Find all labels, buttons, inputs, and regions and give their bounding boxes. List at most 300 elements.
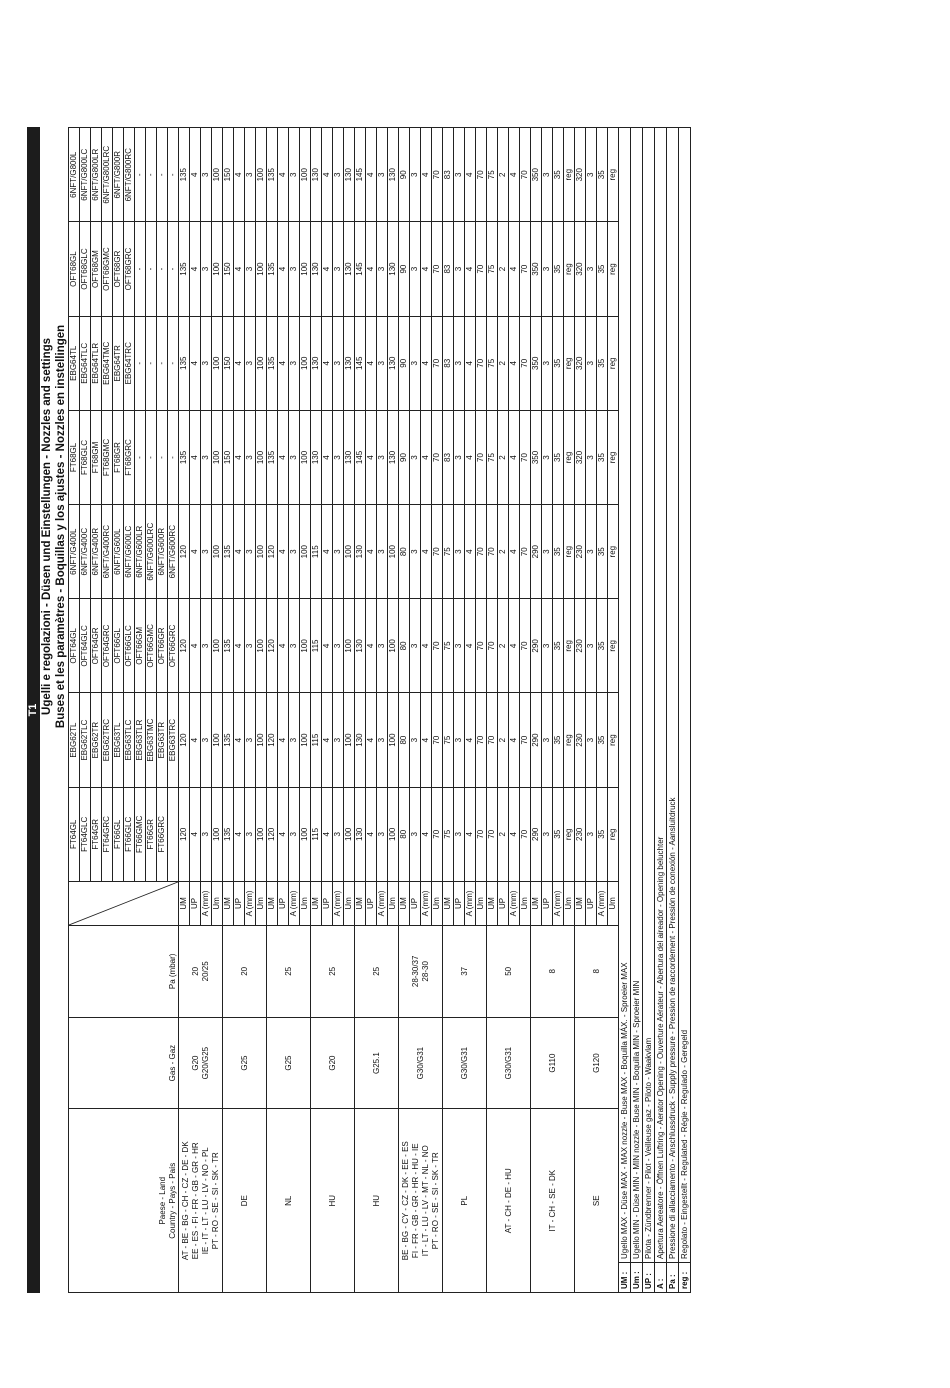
- value-cell: 350: [531, 410, 542, 504]
- model-cell: OFT66GM: [135, 599, 146, 693]
- value-cell: 75: [487, 316, 498, 410]
- value-cell: 135: [179, 222, 190, 316]
- value-cell: 2: [498, 128, 509, 222]
- value-cell: 2: [498, 599, 509, 693]
- value-cell: 35: [597, 222, 608, 316]
- value-cell: 4: [190, 316, 201, 410]
- model-cell: EBG64TLC: [80, 316, 91, 410]
- model-cell: OFT66GR: [157, 599, 168, 693]
- model-cell: 6NFT/G800LR: [91, 128, 102, 222]
- value-cell: 150: [223, 128, 234, 222]
- legend-text: Ugello MIN - Düse MIN - MIN nozzle - Buse MIN - Boquilla MIN - Sproeier MIN: [632, 980, 641, 1259]
- value-cell: 4: [509, 505, 520, 599]
- value-cell: 130: [311, 222, 322, 316]
- parameter-cell: UP: [190, 881, 201, 925]
- gas-cell: G25.1: [355, 1017, 399, 1109]
- value-cell: 100: [300, 222, 311, 316]
- value-cell: 3: [410, 316, 421, 410]
- value-cell: 4: [465, 316, 476, 410]
- value-cell: 100: [388, 787, 399, 881]
- value-cell: 4: [190, 505, 201, 599]
- value-cell: 4: [234, 222, 245, 316]
- parameter-cell: A (mm): [245, 881, 256, 925]
- model-cell: FT68GL: [69, 410, 80, 504]
- value-cell: 135: [267, 316, 278, 410]
- value-cell: 350: [531, 128, 542, 222]
- pressure-cell: 25: [355, 925, 399, 1017]
- value-cell: 4: [366, 599, 377, 693]
- value-cell: reg: [608, 410, 619, 504]
- model-cell: OFT66GRC: [168, 599, 179, 693]
- value-cell: 70: [476, 505, 487, 599]
- gas-cell: G20: [311, 1017, 355, 1109]
- value-cell: 80: [399, 599, 410, 693]
- rotated-document-sheet: [27, 127, 807, 1293]
- value-cell: reg: [564, 787, 575, 881]
- parameter-cell: UM: [531, 881, 542, 925]
- pressure-cell: 50: [487, 925, 531, 1017]
- value-cell: 3: [201, 316, 212, 410]
- model-cell: EBG63TR: [157, 693, 168, 787]
- value-cell: reg: [564, 316, 575, 410]
- value-cell: 35: [553, 599, 564, 693]
- value-cell: 70: [476, 128, 487, 222]
- value-cell: 100: [212, 693, 223, 787]
- country-cell: HU: [311, 1109, 355, 1293]
- model-cell: OFT68GR: [113, 222, 124, 316]
- value-cell: reg: [564, 599, 575, 693]
- value-cell: 4: [421, 693, 432, 787]
- value-cell: 3: [201, 693, 212, 787]
- value-cell: 3: [410, 599, 421, 693]
- value-cell: 3: [454, 693, 465, 787]
- value-cell: 130: [388, 410, 399, 504]
- model-cell-empty: [168, 787, 179, 881]
- model-cell: OFT64GLC: [80, 599, 91, 693]
- model-cell: 6NFT/G600LRC: [146, 505, 157, 599]
- value-cell: 35: [553, 128, 564, 222]
- model-cell: -: [157, 222, 168, 316]
- value-cell: 70: [432, 222, 443, 316]
- value-cell: 3: [333, 505, 344, 599]
- value-cell: 4: [509, 316, 520, 410]
- value-cell: 100: [212, 505, 223, 599]
- value-cell: 3: [245, 787, 256, 881]
- value-cell: 3: [245, 599, 256, 693]
- value-cell: 4: [421, 222, 432, 316]
- country-cell: NL: [267, 1109, 311, 1293]
- parameter-cell: Um: [564, 881, 575, 925]
- value-cell: 75: [443, 693, 454, 787]
- value-cell: 145: [355, 316, 366, 410]
- legend-row: [631, 128, 643, 1292]
- value-cell: 4: [366, 316, 377, 410]
- value-cell: 3: [377, 599, 388, 693]
- value-cell: 100: [388, 505, 399, 599]
- table-id-bar: T1: [27, 127, 40, 1293]
- value-cell: 4: [366, 128, 377, 222]
- model-cell: FT66GLC: [124, 787, 135, 881]
- value-cell: 4: [465, 505, 476, 599]
- value-cell: 4: [366, 693, 377, 787]
- value-cell: 3: [542, 316, 553, 410]
- country-cell: BE - BG - CY - CZ - DK - EE - ES FI - FR - GB - GR - HR - HU - IE IT - LT - LU - LV - MT - NL - NO PT - RO - SE - SI - SK - TR: [399, 1109, 443, 1293]
- value-cell: 3: [289, 693, 300, 787]
- gas-cell: G30/G31: [443, 1017, 487, 1109]
- value-cell: 3: [245, 505, 256, 599]
- model-cell: OFT68GM: [91, 222, 102, 316]
- value-cell: 4: [278, 693, 289, 787]
- value-cell: 4: [234, 128, 245, 222]
- header-country: Paese - Land Country - Pays - País: [69, 1109, 179, 1293]
- country-cell: SE: [575, 1109, 619, 1293]
- value-cell: 4: [366, 787, 377, 881]
- value-cell: 3: [289, 222, 300, 316]
- value-cell: 75: [443, 599, 454, 693]
- value-cell: 70: [520, 693, 531, 787]
- value-cell: 120: [267, 787, 278, 881]
- value-cell: 4: [278, 410, 289, 504]
- value-cell: 115: [311, 787, 322, 881]
- pressure-cell: 20: [223, 925, 267, 1017]
- title-line-2: Buses et les paramètres - Boquillas y los ajustes - Nozzles en instellingen: [55, 324, 67, 729]
- parameter-cell: UP: [234, 881, 245, 925]
- model-cell: EBG63TLC: [124, 693, 135, 787]
- value-cell: 3: [454, 787, 465, 881]
- value-cell: 4: [322, 222, 333, 316]
- value-cell: 120: [179, 599, 190, 693]
- value-cell: 70: [476, 316, 487, 410]
- parameter-cell: UM: [443, 881, 454, 925]
- value-cell: 3: [454, 222, 465, 316]
- value-cell: 100: [344, 505, 355, 599]
- value-cell: 35: [553, 693, 564, 787]
- pressure-cell: 37: [443, 925, 487, 1017]
- parameter-cell: UM: [179, 881, 190, 925]
- value-cell: 145: [355, 222, 366, 316]
- value-cell: 130: [355, 599, 366, 693]
- value-cell: 4: [509, 410, 520, 504]
- value-cell: 120: [267, 693, 278, 787]
- value-cell: 70: [432, 410, 443, 504]
- model-cell: 6NFT/G400L: [69, 505, 80, 599]
- parameter-cell: UP: [542, 881, 553, 925]
- value-cell: 100: [344, 693, 355, 787]
- value-cell: 4: [190, 222, 201, 316]
- value-cell: 4: [278, 316, 289, 410]
- model-cell: EBG62TL: [69, 693, 80, 787]
- value-cell: 3: [454, 316, 465, 410]
- value-cell: 70: [487, 599, 498, 693]
- gas-cell: G25: [223, 1017, 267, 1109]
- value-cell: reg: [608, 505, 619, 599]
- parameter-cell: A (mm): [597, 881, 608, 925]
- parameter-cell: UM: [399, 881, 410, 925]
- value-cell: 130: [311, 128, 322, 222]
- value-cell: 350: [531, 222, 542, 316]
- value-cell: 4: [190, 128, 201, 222]
- value-cell: 135: [179, 128, 190, 222]
- model-cell: 6NFT/G400R: [91, 505, 102, 599]
- value-cell: reg: [608, 787, 619, 881]
- value-cell: 3: [201, 505, 212, 599]
- value-cell: 70: [476, 410, 487, 504]
- value-cell: 100: [300, 410, 311, 504]
- value-cell: 4: [322, 410, 333, 504]
- model-cell: 6NFT/G600L: [113, 505, 124, 599]
- value-cell: 230: [575, 693, 586, 787]
- value-cell: 135: [179, 410, 190, 504]
- value-cell: 70: [432, 505, 443, 599]
- value-cell: 70: [520, 316, 531, 410]
- value-cell: 3: [542, 410, 553, 504]
- value-cell: 4: [190, 410, 201, 504]
- value-cell: 70: [520, 410, 531, 504]
- value-cell: 3: [377, 316, 388, 410]
- parameter-cell: UM: [223, 881, 234, 925]
- value-cell: 100: [300, 787, 311, 881]
- value-cell: 4: [509, 128, 520, 222]
- model-cell: OFT66GL: [113, 599, 124, 693]
- model-cell: OFT64GL: [69, 599, 80, 693]
- model-cell: 6NFT/G600R: [157, 505, 168, 599]
- legend-key: Pa :: [667, 1262, 678, 1292]
- value-cell: 3: [201, 128, 212, 222]
- value-cell: 4: [322, 693, 333, 787]
- value-cell: 3: [586, 410, 597, 504]
- diagonal-line: [69, 882, 178, 925]
- value-cell: 100: [212, 128, 223, 222]
- parameter-cell: A (mm): [421, 881, 432, 925]
- model-cell: FT66GR: [146, 787, 157, 881]
- value-cell: 4: [509, 222, 520, 316]
- value-cell: 35: [553, 787, 564, 881]
- model-cell: -: [146, 410, 157, 504]
- value-cell: 4: [465, 222, 476, 316]
- parameter-cell: UM: [267, 881, 278, 925]
- model-cell: EBG62TRC: [102, 693, 113, 787]
- value-cell: 135: [267, 222, 278, 316]
- value-cell: 70: [487, 505, 498, 599]
- value-cell: 100: [256, 505, 267, 599]
- value-cell: 100: [300, 599, 311, 693]
- value-cell: reg: [608, 222, 619, 316]
- value-cell: 3: [586, 599, 597, 693]
- country-cell: IT - CH - SE - DK: [531, 1109, 575, 1293]
- title-spacer: [40, 925, 69, 1292]
- value-cell: 4: [234, 505, 245, 599]
- value-cell: 80: [399, 505, 410, 599]
- value-cell: 115: [311, 505, 322, 599]
- pressure-cell: 25: [267, 925, 311, 1017]
- value-cell: 35: [597, 599, 608, 693]
- value-cell: 4: [421, 787, 432, 881]
- model-cell: -: [135, 222, 146, 316]
- parameter-cell: Um: [432, 881, 443, 925]
- value-cell: 70: [476, 693, 487, 787]
- value-cell: 3: [542, 505, 553, 599]
- value-cell: 35: [597, 316, 608, 410]
- value-cell: 3: [289, 410, 300, 504]
- parameter-cell: Um: [520, 881, 531, 925]
- model-cell: OFT68GL: [69, 222, 80, 316]
- value-cell: 35: [597, 693, 608, 787]
- value-cell: 4: [278, 128, 289, 222]
- value-cell: 320: [575, 410, 586, 504]
- value-cell: 90: [399, 316, 410, 410]
- model-cell: FT68GM: [91, 410, 102, 504]
- value-cell: 3: [245, 693, 256, 787]
- value-cell: 75: [443, 505, 454, 599]
- value-cell: 3: [333, 787, 344, 881]
- parameter-cell: UP: [278, 881, 289, 925]
- value-cell: 100: [388, 693, 399, 787]
- value-cell: 135: [267, 128, 278, 222]
- parameter-cell: UP: [322, 881, 333, 925]
- pressure-cell: 25: [311, 925, 355, 1017]
- pressure-cell: 20 20/25: [179, 925, 223, 1017]
- value-cell: 35: [597, 410, 608, 504]
- value-cell: 3: [289, 316, 300, 410]
- model-cell: EBG63TMC: [146, 693, 157, 787]
- value-cell: 4: [234, 693, 245, 787]
- value-cell: 90: [399, 222, 410, 316]
- value-cell: 3: [377, 128, 388, 222]
- header-pressure: Pa (mbar): [69, 925, 179, 1017]
- model-cell: 6NFT/G800L: [69, 128, 80, 222]
- value-cell: 2: [498, 505, 509, 599]
- pressure-cell: 28-30/37 28-30: [399, 925, 443, 1017]
- value-cell: 4: [234, 787, 245, 881]
- value-cell: 3: [333, 599, 344, 693]
- value-cell: 150: [223, 222, 234, 316]
- value-cell: 120: [179, 693, 190, 787]
- value-cell: 70: [432, 316, 443, 410]
- model-cell: EBG64TL: [69, 316, 80, 410]
- model-cell: EBG63TRC: [168, 693, 179, 787]
- value-cell: 75: [443, 787, 454, 881]
- legend-text: Ugello MAX - Düse MAX - MAX nozzle - Buse MAX - Boquilla MÁX. - Sproeier MAX: [620, 962, 629, 1259]
- model-cell: 6NFT/G600LR: [135, 505, 146, 599]
- value-cell: 120: [179, 505, 190, 599]
- value-cell: 4: [366, 410, 377, 504]
- model-cell: -: [168, 222, 179, 316]
- parameter-cell: UP: [454, 881, 465, 925]
- value-cell: 70: [520, 599, 531, 693]
- model-cell: -: [146, 222, 157, 316]
- value-cell: 3: [410, 222, 421, 316]
- model-cell: FT64GL: [69, 787, 80, 881]
- value-cell: 35: [553, 222, 564, 316]
- parameter-cell: Um: [608, 881, 619, 925]
- value-cell: 35: [597, 787, 608, 881]
- value-cell: 3: [454, 128, 465, 222]
- value-cell: 4: [322, 128, 333, 222]
- value-cell: 230: [575, 787, 586, 881]
- model-cell: 6NFT/G600RC: [168, 505, 179, 599]
- value-cell: 135: [223, 599, 234, 693]
- value-cell: 70: [432, 693, 443, 787]
- model-cell: FT68GR: [113, 410, 124, 504]
- value-cell: reg: [564, 505, 575, 599]
- value-cell: 4: [234, 599, 245, 693]
- parameter-cell: Um: [212, 881, 223, 925]
- value-cell: 2: [498, 316, 509, 410]
- legend: [619, 127, 691, 1293]
- value-cell: 130: [388, 316, 399, 410]
- nozzle-settings-table: [40, 127, 619, 1293]
- value-cell: 4: [509, 693, 520, 787]
- model-cell: OFT68GLC: [80, 222, 91, 316]
- value-cell: 290: [531, 787, 542, 881]
- value-cell: 3: [542, 599, 553, 693]
- value-cell: 100: [256, 787, 267, 881]
- value-cell: 80: [399, 693, 410, 787]
- model-cell: EBG62TLC: [80, 693, 91, 787]
- value-cell: 4: [465, 787, 476, 881]
- value-cell: 83: [443, 316, 454, 410]
- gas-cell: G120: [575, 1017, 619, 1109]
- legend-text: Apertura Aereatore - Öffnen Luftring - Aerator Opening - Ouverture Aérateur - Abertura del aireador - Opening beluchter: [656, 836, 665, 1259]
- model-cell: FT64GLC: [80, 787, 91, 881]
- value-cell: 3: [289, 599, 300, 693]
- value-cell: 70: [520, 787, 531, 881]
- parameter-cell: A (mm): [509, 881, 520, 925]
- model-cell: FT68GRC: [124, 410, 135, 504]
- value-cell: 3: [454, 599, 465, 693]
- value-cell: 3: [410, 128, 421, 222]
- value-cell: 130: [344, 410, 355, 504]
- value-cell: 4: [366, 222, 377, 316]
- parameter-cell: Um: [476, 881, 487, 925]
- parameter-cell: UM: [311, 881, 322, 925]
- model-cell: FT68GLC: [80, 410, 91, 504]
- value-cell: 130: [311, 316, 322, 410]
- header-diagonal: [69, 881, 179, 925]
- parameter-cell: UP: [586, 881, 597, 925]
- value-cell: 100: [300, 316, 311, 410]
- model-cell: -: [157, 316, 168, 410]
- value-cell: 100: [300, 505, 311, 599]
- value-cell: reg: [564, 410, 575, 504]
- value-cell: 3: [201, 410, 212, 504]
- value-cell: 130: [344, 128, 355, 222]
- value-cell: 3: [333, 316, 344, 410]
- parameter-cell: UM: [355, 881, 366, 925]
- legend-key: UM :: [619, 1262, 630, 1292]
- parameter-cell: UM: [575, 881, 586, 925]
- value-cell: 83: [443, 128, 454, 222]
- value-cell: 4: [509, 599, 520, 693]
- value-cell: 4: [421, 599, 432, 693]
- value-cell: 130: [344, 222, 355, 316]
- value-cell: 130: [388, 128, 399, 222]
- value-cell: 100: [256, 222, 267, 316]
- model-cell: -: [157, 128, 168, 222]
- model-cell: -: [146, 316, 157, 410]
- value-cell: 3: [586, 787, 597, 881]
- value-cell: 35: [553, 410, 564, 504]
- model-cell: EBG63TLR: [135, 693, 146, 787]
- value-cell: 100: [388, 599, 399, 693]
- value-cell: 3: [454, 505, 465, 599]
- model-cell: 6NFT/G800RC: [124, 128, 135, 222]
- value-cell: 230: [575, 505, 586, 599]
- pressure-cell: 8: [575, 925, 619, 1017]
- model-cell: FT66GMC: [135, 787, 146, 881]
- legend-row: [667, 128, 679, 1292]
- value-cell: 3: [377, 787, 388, 881]
